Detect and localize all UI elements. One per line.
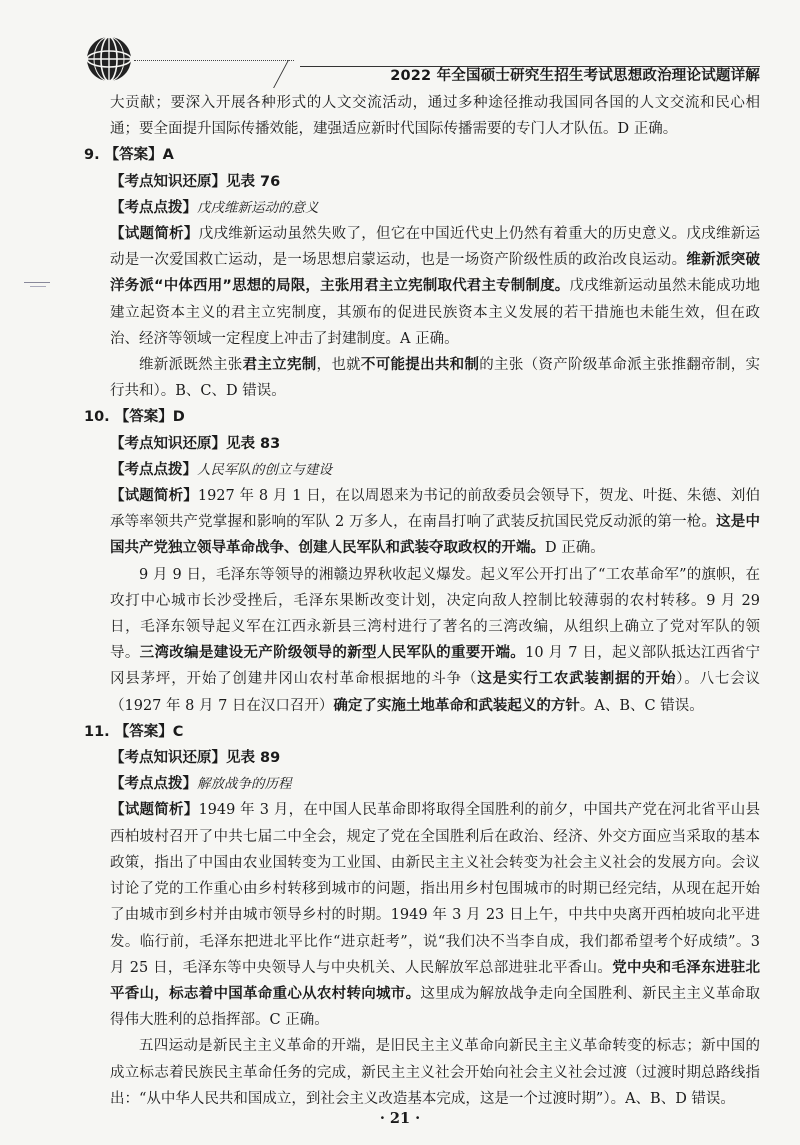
tip-label: 【考点点拨】 — [110, 776, 197, 793]
q10-p2-text: ）。八七会议（1927 年 8 月 7 日在汉口召开） — [110, 671, 761, 714]
q10-answer-line — [84, 404, 760, 430]
tip-label: 【考点点拨】 — [110, 461, 197, 478]
q11-paragraph-2: 五四运动是新民主主义革命的开端，是旧民主主义革命向新民主主义革命转变的标志；新中国的成立标志着民族民主革命任务的完成，新民主主义社会开始向社会主义社会过渡（过渡时期总路线指出：“从中华人民共和国成立，到社会主义改造基本完成，这是一个过渡时期”）。A、B、D 错误。 — [110, 1038, 760, 1107]
knowledge-label: 【考点知识还原】 — [110, 173, 226, 190]
q9-p2-text: ，也就 — [316, 357, 361, 374]
q10-number: 10. — [84, 409, 110, 426]
q10-analysis-bold: 这是中国共产党独立领导革命战争、创建人民军队和武装夺取政权的开端。 — [110, 514, 760, 557]
page-content — [84, 90, 761, 1112]
globe-icon — [84, 34, 134, 84]
answer-label: 【答案】 — [114, 409, 173, 426]
q9-p2-bold: 君主立宪制 — [242, 357, 317, 374]
q11-answer-line — [84, 719, 760, 745]
q9-number: 9. — [84, 147, 100, 164]
q10-p2-bold: 三湾改编是建设无产阶级领导的新型人民军队的重要开端。 — [139, 645, 526, 662]
margin-mark — [24, 282, 50, 283]
q9-p2-text: 维新派既然主张 — [139, 357, 243, 374]
q10-analysis-text: 1927 年 8 月 1 日，在以周恩来为书记的前敌委员会领导下，贺龙、叶挺、朱德、刘伯承等率领共产党掌握和影响的军队 2 万多人，在南昌打响了武装反抗国民党反动派的第一枪。 — [110, 488, 760, 531]
q10-analysis — [110, 483, 760, 562]
q11-analysis-text-2: 这里成为解放战争走向全国胜利、新民主主义革命取得伟大胜利的总指挥部。C 正确。 — [110, 985, 760, 1029]
header-slant — [273, 60, 303, 88]
q9-tip-line — [110, 195, 760, 221]
q11-knowledge: 见表 89 — [226, 750, 281, 767]
q11-analysis-bold: 党中央和毛泽东进驻北平香山，标志着中国革命重心从农村转向城市。 — [110, 959, 761, 1002]
header-dotted-line — [134, 60, 294, 61]
q10-p2-bold: 确定了实施土地革命和武装起义的方针 — [333, 697, 580, 714]
q10-knowledge: 见表 83 — [226, 435, 281, 452]
q9-p2-text: 的主张（资产阶级革命派主张推翻帝制，实行共和）。B、C、D 错误。 — [110, 357, 761, 400]
q10-knowledge-line — [110, 431, 760, 457]
answer-label: 【答案】 — [114, 723, 173, 740]
q11-number: 11. — [84, 723, 110, 740]
page-header — [0, 0, 800, 90]
q11-analysis — [110, 797, 760, 1033]
q10-p2-bold: 这是实行工农武装割据的开始 — [477, 671, 677, 688]
q10-paragraph-2 — [110, 562, 760, 719]
q11-knowledge-line — [110, 745, 760, 771]
q10-tip-line — [110, 457, 760, 483]
q10-answer: D — [172, 409, 185, 426]
q11-analysis-text: 1949 年 3 月，在中国人民革命即将取得全国胜利的前夕，中国共产党在河北省平山县西柏坡村召开了中共七届二中全会，规定了党在全国胜利后在政治、经济、外交方面应当采取的基本政策，指出了中国由农业国转变为工业国、由新民主主义社会转变为社会主义社会的发展方向。会议讨论了党的工作重心由乡村转移到城市的问题，指出用乡村包围城市的时期已经完结，从现在起开始了由城市到乡村并由城市领导乡村的时期。1949 年 3 月 23 日上午，中共中央离开西柏坡向北平进发。临行前，毛泽东把进北平比作“进京赶考”，说“我们决不当李自成，我们都希望考个好成绩”。3 月 25 日，毛泽东等中央领导人与中央机关、人民解放军总部进驻北平香山。 — [110, 802, 761, 976]
q9-paragraph-2 — [110, 352, 760, 404]
q9-knowledge: 见表 76 — [226, 173, 281, 190]
q10-tip: 人民军队的创立与建设 — [197, 461, 332, 478]
q11-tip-line — [110, 771, 760, 797]
q9-p2-bold: 不可能提出共和制 — [360, 357, 480, 374]
q9-analysis-bold: 维新派突破洋务派“中体西用”思想的局限，主张用君主立宪制取代君主专制制度。 — [110, 252, 761, 295]
q9-answer: A — [162, 147, 174, 164]
q9-analysis-text: 戊戌维新运动虽然失败了，但它在中国近代史上仍然有着重大的历史意义。戊戌维新运动是一次爱国救亡运动，是一场思想启蒙运动，也是一场资产阶级性质的政治改良运动。 — [110, 226, 761, 269]
analysis-label: 【试题简析】 — [110, 226, 199, 243]
q9-answer-line — [84, 142, 760, 168]
q10-analysis-text-2: D 正确。 — [545, 540, 605, 557]
page-number: · 21 · — [379, 1110, 421, 1127]
knowledge-label: 【考点知识还原】 — [110, 750, 226, 767]
q9-tip: 戊戌维新运动的意义 — [197, 199, 319, 216]
q10-p2-text: 9 月 9 日，毛泽东等领导的湘赣边界秋收起义爆发。起义军公开打出了“工农革命军”的旗帜，在攻打中心城市长沙受挫后，毛泽东果断改变计划，决定向敌人控制比较薄弱的农村转移。9 月 29 日，毛泽东领导起义军在江西永新县三湾村进行了著名的三湾改编，从组织上确立了党对军队的领导。 — [110, 566, 760, 662]
q11-answer: C — [172, 723, 184, 740]
intro-paragraph: 大贡献；要深入开展各种形式的人文交流活动，通过多种途径推动我国同各国的人文交流和民心相通；要全面提升国际传播效能，建强适应新时代国际传播需要的专门人才队伍。D 正确。 — [110, 95, 760, 138]
book-title: 2022 年全国硕士研究生招生考试思想政治理论试题详解 — [390, 68, 760, 84]
q9-analysis-text-2: 戊戌维新运动虽然未能成功地建立起资本主义的君主立宪制度，其颁布的促进民族资本主义发展的若干措施也未能生效，但在政治、经济等领域一定程度上冲击了封建制度。A 正确。 — [110, 278, 760, 347]
q10-p2-text: 。A、B、C 错误。 — [579, 697, 704, 714]
tip-label: 【考点点拨】 — [110, 199, 197, 216]
answer-label: 【答案】 — [104, 147, 163, 164]
q9-knowledge-line — [110, 169, 760, 195]
q11-tip: 解放战争的历程 — [197, 776, 292, 793]
analysis-label: 【试题简析】 — [110, 488, 198, 505]
q10-p2-text: 10 月 7 日，起义部队抵达江西省宁冈县茅坪，开始了创建井冈山农村革命根据地的斗争（ — [110, 645, 760, 688]
analysis-label: 【试题简析】 — [110, 802, 199, 819]
margin-mark — [30, 286, 46, 287]
knowledge-label: 【考点知识还原】 — [110, 435, 226, 452]
q9-analysis — [110, 221, 760, 352]
